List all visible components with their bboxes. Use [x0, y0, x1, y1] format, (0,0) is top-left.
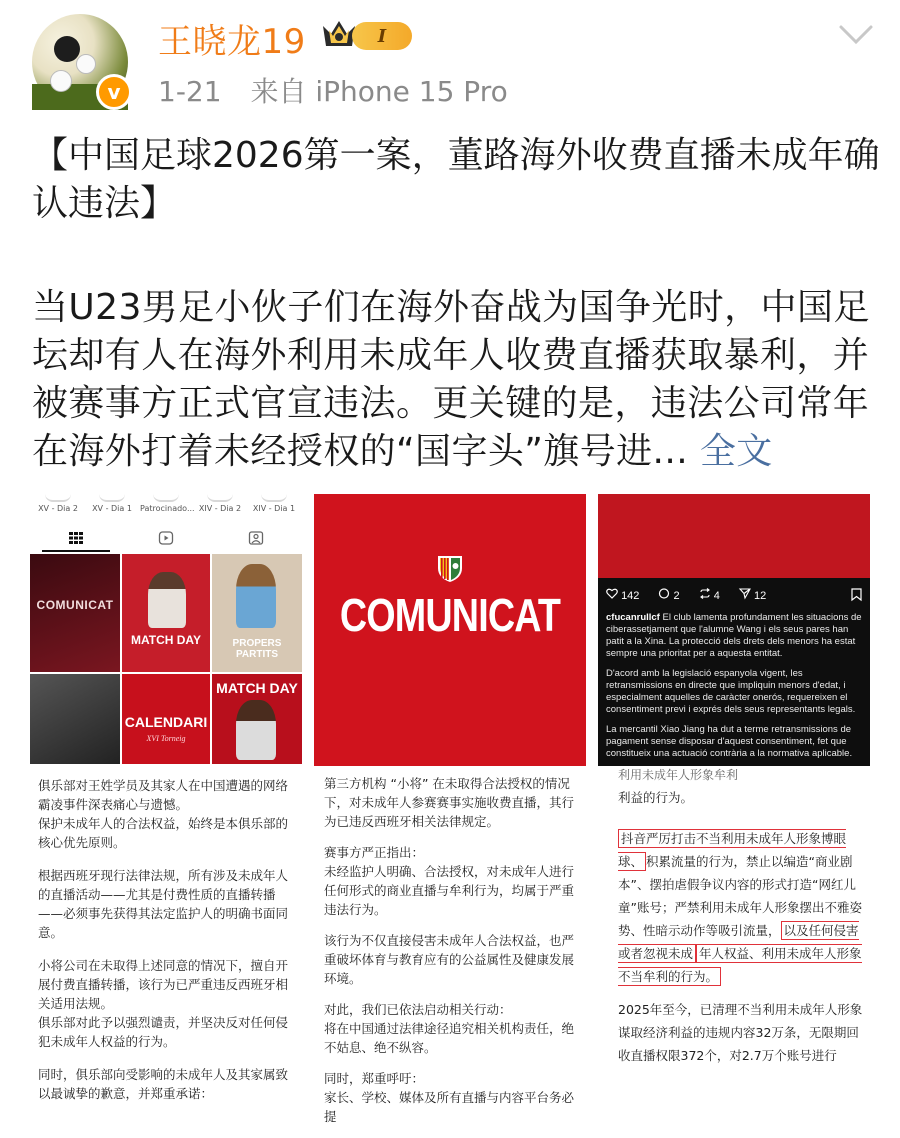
comment-action[interactable] [658, 590, 690, 602]
post-title: 【中国足球2026第一案，董路海外收费直播未成年确认违法】 [32, 135, 880, 224]
repost-icon [699, 588, 711, 599]
reels-icon[interactable] [158, 531, 174, 545]
grid-post[interactable] [212, 674, 302, 764]
statement-paragraph: 该行为不仅直接侵害未成年人合法权益，也严重破坏体育与教育应有的公益属性及健康发展环境。 [324, 933, 575, 986]
like-action[interactable] [606, 590, 650, 602]
statement-paragraph: 对此，我们已依法启动相关行动： [324, 1002, 512, 1017]
expand-full-text-link[interactable]: 全文 [699, 431, 773, 472]
statement-paragraph: 利益的行为。 [618, 790, 694, 805]
comunicat-title: COMUNICAT [339, 589, 561, 641]
caption-account[interactable]: cfucanrullcf [606, 612, 660, 623]
platform-statement [598, 770, 870, 1077]
instagram-post-screenshot [598, 494, 870, 766]
post-image-3[interactable] [598, 494, 870, 1074]
player-figure [236, 564, 276, 628]
statement-paragraph: 将在中国通过法律途径追究相关机构责任，绝不姑息、绝不纵容。 [324, 1021, 575, 1055]
statement-paragraph: 同时，郑重呼吁： [324, 1071, 425, 1086]
post-meta [158, 70, 508, 110]
comments-count: 2 [673, 590, 680, 602]
comunicat-card [314, 494, 586, 766]
story-label: XIV - Dia 1 [252, 504, 296, 513]
story-label: XIV - Dia 2 [198, 504, 242, 513]
statement-paragraph: 小将公司在未取得上述同意的情况下，擅自开展付费直播转播，该行为已严重违反西班牙相关适用法规。 [38, 958, 289, 1011]
verified-v-icon: v [96, 74, 132, 110]
grid-icon[interactable] [68, 531, 84, 545]
avatar-go-stone [54, 36, 80, 62]
statement-text: 积累流量的行为，禁止以编造“商业剧本”、摆拍虐假争议内容的形式打造“网红儿童”账号；严禁利用未成年人形象摆出不雅姿势、性暗示动作等吸引流量， [618, 854, 862, 938]
statement-paragraph: 同时，俱乐部向受影响的未成年人及其家属致以最诚挚的歉意，并郑重承诺： [38, 1067, 289, 1101]
grid-post[interactable] [30, 674, 120, 764]
repost-action[interactable] [699, 590, 731, 602]
grid-post[interactable] [122, 554, 210, 672]
comment-icon [658, 588, 670, 599]
statement-translation [314, 774, 586, 1138]
grid-post-title: CALENDARI [124, 714, 208, 730]
highlighted-text: 以及任何侵害或者忽视未成 [618, 923, 859, 961]
avatar-go-stone [50, 70, 72, 92]
post-body-text: 当U23男足小伙子们在海外奋战为国争光时，中国足坛却有人在海外利用未成年人收费直播获取暴利，并被赛事方正式官宣违法。更关键的是，违法公司常年在海外打着未经授权的“国字头”旗号进... [32, 287, 870, 472]
highlighted-text: 年人权益、利用未成年人形象不当牟利的行为。 [618, 946, 862, 984]
player-figure [236, 700, 276, 760]
share-icon [739, 588, 751, 599]
grid-post-title: COMUNICAT [36, 598, 114, 612]
statement-paragraph: 家长、学校、媒体及所有直播与内容平台务必提 [324, 1090, 575, 1124]
post-caption [606, 612, 864, 768]
statement-translation [30, 776, 302, 1117]
likes-count: 142 [621, 590, 640, 602]
highlighted-text: 抖音严厉打击不当利用未成年人形象博眼球、 [618, 831, 847, 869]
grid-post-subtitle: XVI Torneig [146, 734, 186, 743]
statement-paragraph [618, 827, 866, 988]
chevron-down-icon[interactable] [838, 24, 874, 46]
grid-post-title: MATCH DAY [130, 633, 201, 647]
caption-paragraph: El club lamenta profundament les situacions de ciberassetjament que l'alumne Wang i els seus pares han patit a la Xina. La protecció dels drets dels menors ha estat sempre una prioritat per a aquesta entitat. [606, 612, 862, 659]
caption-paragraph: La mercantil Xiao Jiang ha dut a terme retransmissions de pagament sense disposar d'aquest consentiment, fet que constitueix una actuació contrària a la normativa aplicable. [606, 724, 853, 759]
post-source: 来自 iPhone 15 Pro [250, 75, 508, 108]
post-image-1[interactable] [30, 494, 302, 1101]
grid-post[interactable] [30, 554, 120, 672]
post-actions [606, 588, 862, 606]
story-label: XV - Dia 1 [92, 504, 132, 513]
story-label: XV - Dia 2 [38, 504, 78, 513]
reposts-count: 4 [713, 590, 720, 602]
username[interactable]: 王晓龙19 [158, 22, 306, 62]
user-level-badge[interactable]: I [352, 22, 412, 50]
story-highlight[interactable] [32, 494, 84, 513]
share-action[interactable] [739, 590, 774, 602]
post-header [0, 0, 900, 120]
story-highlight[interactable] [194, 494, 246, 513]
statement-paragraph: 保护未成年人的合法权益，始终是本俱乐部的核心优先原则。 [38, 816, 289, 850]
statement-paragraph: 未经监护人明确、合法授权，对未成年人进行任何形式的商业直播与牟利行为，均属于严重违法行为。 [324, 864, 575, 917]
tagged-icon[interactable] [248, 531, 264, 545]
story-label: Patrocinado... [140, 504, 195, 513]
caption-paragraph: D'acord amb la legislació espanyola vigent, les retransmissions en directe que impliquin menors d'edat, i especialment aquelles de caràcter onerós, requereixen el consentiment previ i exprés dels seus representants legals. [606, 668, 856, 715]
statement-paragraph: 俱乐部对此予以强烈谴责，并坚决反对任何侵犯未成年人权益的行为。 [38, 1015, 289, 1049]
profile-tabs [30, 528, 302, 550]
grid-post[interactable] [122, 674, 210, 764]
statement-paragraph: 俱乐部对王姓学员及其家人在中国遭遇的网络霸凌事件深表痛心与遗憾。 [38, 778, 289, 812]
post-photo [598, 494, 870, 578]
post-image-2[interactable] [314, 494, 586, 1124]
grid-post-title: MATCH DAY [216, 680, 298, 696]
player-figure [148, 572, 186, 628]
story-highlight[interactable] [140, 494, 195, 513]
grid-post-title: PROPERS PARTITS [232, 638, 282, 660]
post-date: 1-21 [158, 75, 222, 108]
bookmark-icon[interactable] [851, 588, 862, 601]
active-tab-indicator [42, 550, 110, 552]
grid-post[interactable] [212, 554, 302, 672]
post-body [32, 284, 882, 476]
statement-paragraph: 赛事方严正指出： [324, 845, 425, 860]
shares-count: 12 [754, 590, 767, 602]
heart-icon [606, 588, 618, 599]
profile-post-grid [30, 554, 302, 764]
story-highlights [30, 494, 302, 520]
story-highlight[interactable] [86, 494, 138, 513]
story-highlight[interactable] [248, 494, 300, 513]
club-crest-icon [434, 552, 466, 584]
cut-off-line: 利用未成年人形象牟利 [618, 768, 739, 782]
statement-paragraph: 根据西班牙现行法律法规，所有涉及未成年人的直播活动——尤其是付费性质的直播转播——必须事先获得其法定监护人的明确书面同意。 [38, 868, 289, 940]
statement-paragraph: 2025年至今，已清理不当利用未成年人形象谋取经济利益的违规内容32万条，无限期回收直播权限372个，对2.7万个账号进行 [618, 1002, 863, 1063]
avatar-go-stone [76, 54, 96, 74]
statement-paragraph: 第三方机构 “小将” 在未取得合法授权的情况下，对未成年人参赛赛事实施收费直播，其行为已违反西班牙相关法律规定。 [324, 776, 575, 829]
